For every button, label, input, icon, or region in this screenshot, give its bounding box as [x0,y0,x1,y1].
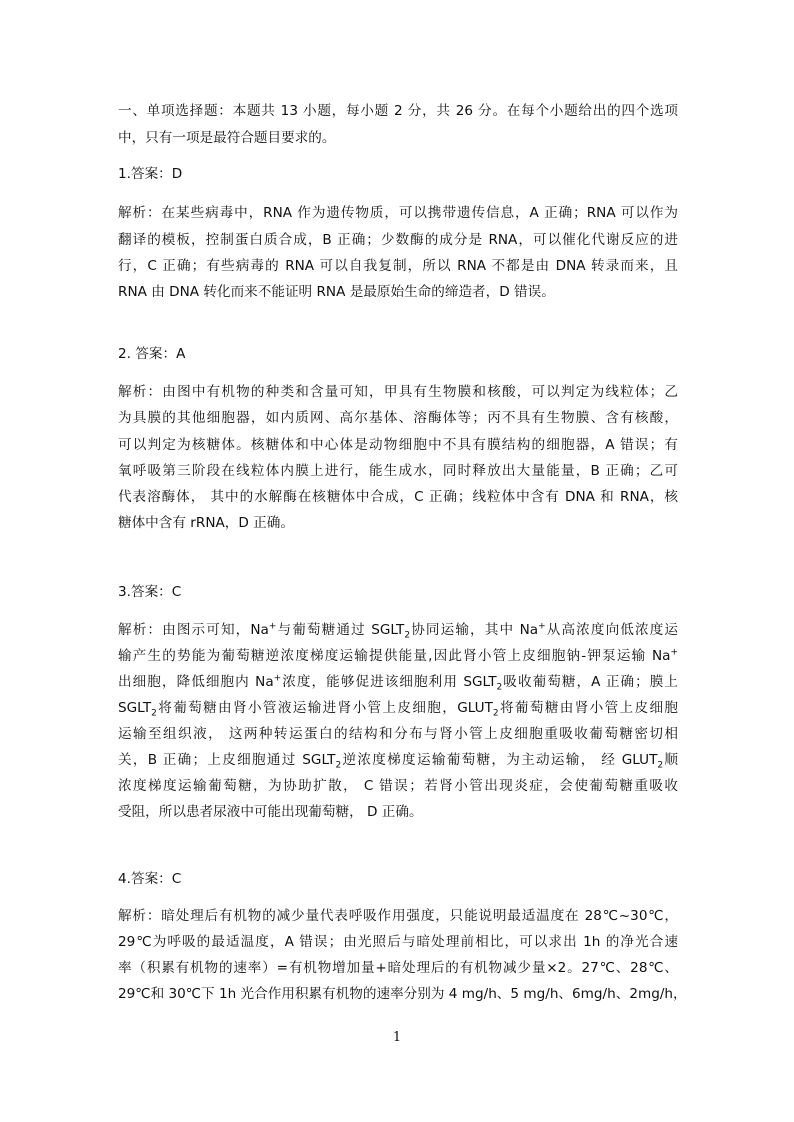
q3-answer: 3.答案：C [118,584,182,600]
q2-explanation-line: 糖体中含有 rRNA，D 正确。 [118,515,294,531]
q1-answer: 1.答案：D [118,166,183,182]
section-heading-line-2: 中，只有一项是最符合题目要求的。 [118,130,336,146]
q2-answer: 2. 答案：A [118,346,186,362]
q3-explanation-line [118,672,678,692]
q2-explanation-line: 可以判定为核糖体。核糖体和中心体是动物细胞中不具有膜结构的细胞器，A 错误；有 [118,437,678,453]
subscript: 2 [151,708,157,719]
text-run: 从高浓度向低浓度运 [545,622,678,638]
text-run: 浓度，能够促进该细胞利用 SGLT [281,674,497,690]
text-run: 吸收葡萄糖，A 正确；膜上 [502,674,678,690]
text-run: 将葡萄糖由肾小管液运输进肾小管上皮细胞，GLUT [156,700,493,716]
text-run: 与葡萄糖通过 SGLT [276,622,405,638]
subscript: 2 [492,708,499,719]
superscript: + [538,621,546,632]
text-run: 关，B 正确；上皮细胞通过 SGLT [118,752,336,768]
text-run: 顺 [663,752,679,768]
q3-explanation-line [118,646,678,666]
q2-explanation-line: 代表溶酶体， 其中的水解酶在核糖体中合成，C 正确；线粒体中含有 DNA 和 RNA，核 [118,489,678,505]
text-run: 解析：由图示可知，Na [118,622,269,638]
superscript: + [268,621,277,632]
q4-explanation-line: 解析：暗处理后有机物的减少量代表呼吸作用强度，只能说明最适温度在 28℃~30℃， [118,908,678,924]
text-run: 输产生的势能为葡萄糖逆浓度梯度运输提供能量,因此肾小管上皮细胞钠-钾泵运输 Na [118,648,671,664]
subscript: 2 [496,682,503,693]
q1-explanation-line: 行，C 正确；有些病毒的 RNA 可以自我复制，所以 RNA 不都是由 DNA 转录而来，且 [118,258,678,274]
page-number: 1 [392,1030,402,1045]
q2-explanation-line: 氧呼吸第三阶段在线粒体内膜上进行，能生成水，同时释放出大量能量，B 正确；乙可 [118,463,678,479]
q3-explanation-line: 运输至组织液， 这两种转运蛋白的结构和分布与肾小管上皮细胞重吸收葡萄糖密切相 [118,726,678,742]
text-run: 将葡萄糖由肾小管上皮细胞 [498,700,678,716]
superscript: + [273,673,282,684]
superscript: + [670,647,678,658]
q4-answer: 4.答案：C [118,871,182,887]
q3-explanation-line [118,620,678,640]
subscript: 2 [335,760,342,771]
q1-explanation-line: RNA 由 DNA 转化而来不能证明 RNA 是最原始生命的缔造者，D 错误。 [118,284,555,300]
q2-explanation-line: 解析：由图中有机物的种类和含量可知，甲具有生物膜和核酸，可以判定为线粒体；乙 [118,384,678,400]
q3-explanation-line: 浓度梯度运输葡萄糖，为协助扩散， C 错误；若肾小管出现炎症，会使葡萄糖重吸收 [118,778,678,794]
q1-explanation-line: 解析：在某些病毒中，RNA 作为遗传物质，可以携带遗传信息，A 正确；RNA 可以作为 [118,205,678,221]
section-heading-line-1: 一、单项选择题：本题共 13 小题，每小题 2 分，共 26 分。在每个小题给出的四个选项 [118,103,678,119]
text-run: 出细胞，降低细胞内 Na [118,674,274,690]
text-run: 逆浓度梯度运输葡萄糖，为主动运输， 经 GLUT [341,752,658,768]
q3-explanation-line: 受阻，所以患者尿液中可能出现葡萄糖， D 正确。 [118,804,423,820]
subscript: 2 [657,760,664,771]
subscript: 2 [404,630,411,641]
q3-explanation-line [118,750,678,770]
q2-explanation-line: 为具膜的其他细胞器，如内质网、高尔基体、溶酶体等；丙不具有生物膜、含有核酸， [118,410,678,426]
text-run: 协同运输，其中 Na [410,622,539,638]
text-run: SGLT [118,700,152,716]
q1-explanation-line: 翻译的模板，控制蛋白质合成，B 正确；少数酶的成分是 RNA，可以催化代谢反应的进 [118,232,678,248]
q3-explanation-line [118,698,678,718]
q4-explanation-line: 率（积累有机物的速率）=有机物增加量+暗处理后的有机物减少量×2。27℃、28℃、 [118,960,678,976]
q4-explanation-line: 29℃和 30℃下 1h 光合作用积累有机物的速率分别为 4 mg/h、5 mg/h、6mg/h、2mg/h， [118,986,687,1002]
q4-explanation-line: 29℃为呼吸的最适温度，A 错误；由光照后与暗处理前相比，可以求出 1h 的净光合速 [118,934,678,950]
